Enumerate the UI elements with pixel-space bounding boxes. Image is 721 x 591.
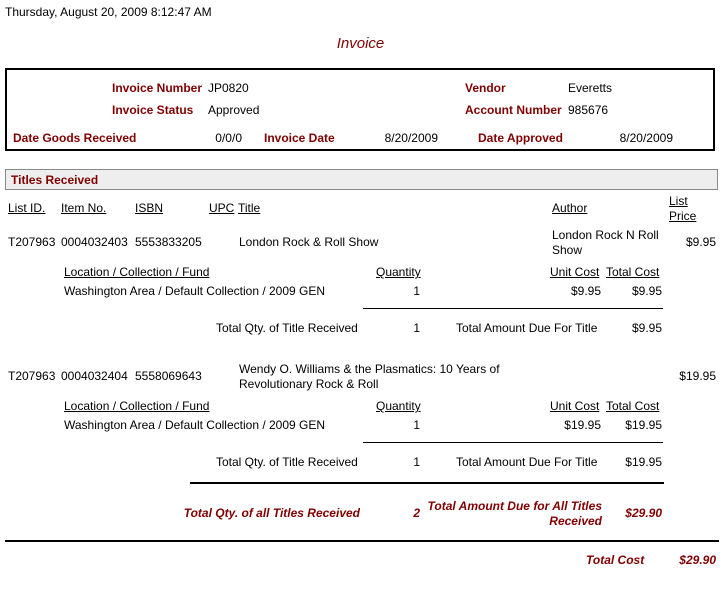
account-number-value: 985676: [568, 103, 609, 117]
grand-total-value: $29.90: [679, 553, 716, 567]
grand-total-divider: [5, 540, 719, 542]
report-timestamp: Thursday, August 20, 2009 8:12:47 AM: [5, 5, 212, 19]
item1-list-id: T207963: [8, 235, 56, 249]
all-titles-due: $29.90: [625, 506, 662, 520]
col-upc: UPC: [209, 201, 235, 215]
item2-total-due: $19.95: [625, 455, 662, 469]
item2-isbn: 5558069643: [135, 369, 202, 383]
item2-item-no: 0004032404: [61, 369, 128, 383]
item2-divider: [363, 442, 663, 443]
item2-sub-location-header: Location / Collection / Fund: [64, 399, 210, 413]
col-author: Author: [552, 201, 588, 215]
item1-total-qty-label: Total Qty. of Title Received: [216, 321, 358, 335]
item2-unit-cost: $19.95: [564, 418, 601, 432]
all-titles-qty-label: Total Qty. of all Titles Received: [183, 506, 360, 520]
all-titles-due-label: Total Amount Due for All Titles Received: [427, 499, 602, 528]
invoice-number-label: Invoice Number: [112, 81, 203, 95]
item1-sub-quantity-header: Quantity: [376, 265, 421, 279]
item1-list-price: $9.95: [685, 235, 716, 249]
item1-isbn: 5553833205: [135, 235, 202, 249]
item1-unit-cost: $9.95: [570, 284, 601, 298]
invoice-number-value: JP0820: [208, 81, 249, 95]
date-goods-received-label: Date Goods Received: [13, 131, 137, 145]
invoice-status-label: Invoice Status: [112, 103, 194, 117]
item2-quantity: 1: [413, 418, 420, 432]
col-item-no: Item No.: [61, 201, 107, 215]
item1-total-qty: 1: [413, 321, 420, 335]
item2-total-qty-label: Total Qty. of Title Received: [216, 455, 358, 469]
date-approved-value: 8/20/2009: [619, 131, 673, 145]
item2-title: Wendy O. Williams & the Plasmatics: 10 Years of Revolutionary Rock & Roll: [239, 362, 500, 391]
item2-sub-total-cost-header: Total Cost: [606, 399, 660, 413]
date-approved-label: Date Approved: [478, 131, 563, 145]
invoice-date-label: Invoice Date: [264, 131, 335, 145]
item2-total-due-label: Total Amount Due For Title: [456, 455, 598, 469]
item1-total-cost: $9.95: [631, 284, 662, 298]
item1-sub-location-header: Location / Collection / Fund: [64, 265, 210, 279]
date-goods-received-value: 0/0/0: [215, 131, 242, 145]
all-titles-divider: [190, 482, 664, 484]
item1-divider: [363, 308, 663, 309]
item1-author: London Rock N Roll Show: [552, 228, 659, 257]
col-title: Title: [238, 201, 261, 215]
col-list-price: List Price: [669, 194, 697, 223]
item2-total-qty: 1: [413, 455, 420, 469]
item1-total-due-label: Total Amount Due For Title: [456, 321, 598, 335]
item1-quantity: 1: [413, 284, 420, 298]
item1-total-due: $9.95: [631, 321, 662, 335]
item1-item-no: 0004032403: [61, 235, 128, 249]
report-title: Invoice: [336, 35, 385, 52]
grand-total-label: Total Cost: [586, 553, 645, 567]
item2-total-cost: $19.95: [625, 418, 662, 432]
item2-sub-quantity-header: Quantity: [376, 399, 421, 413]
item1-location: Washington Area / Default Collection / 2009 GEN: [64, 284, 326, 298]
item2-list-price: $19.95: [679, 369, 716, 383]
item1-sub-unit-cost-header: Unit Cost: [550, 265, 600, 279]
invoice-status-value: Approved: [208, 103, 260, 117]
col-isbn: ISBN: [135, 201, 164, 215]
item2-sub-unit-cost-header: Unit Cost: [550, 399, 600, 413]
all-titles-qty: 2: [413, 506, 420, 520]
vendor-label: Vendor: [465, 81, 506, 95]
invoice-date-value: 8/20/2009: [384, 131, 438, 145]
col-list-id: List ID.: [8, 201, 46, 215]
item2-location: Washington Area / Default Collection / 2009 GEN: [64, 418, 326, 432]
account-number-label: Account Number: [465, 103, 562, 117]
titles-received-bar: [5, 169, 718, 190]
item2-list-id: T207963: [8, 369, 56, 383]
vendor-value: Everetts: [568, 81, 613, 95]
item1-sub-total-cost-header: Total Cost: [606, 265, 660, 279]
item1-title: London Rock & Roll Show: [239, 235, 379, 249]
titles-received-heading: Titles Received: [11, 173, 99, 187]
